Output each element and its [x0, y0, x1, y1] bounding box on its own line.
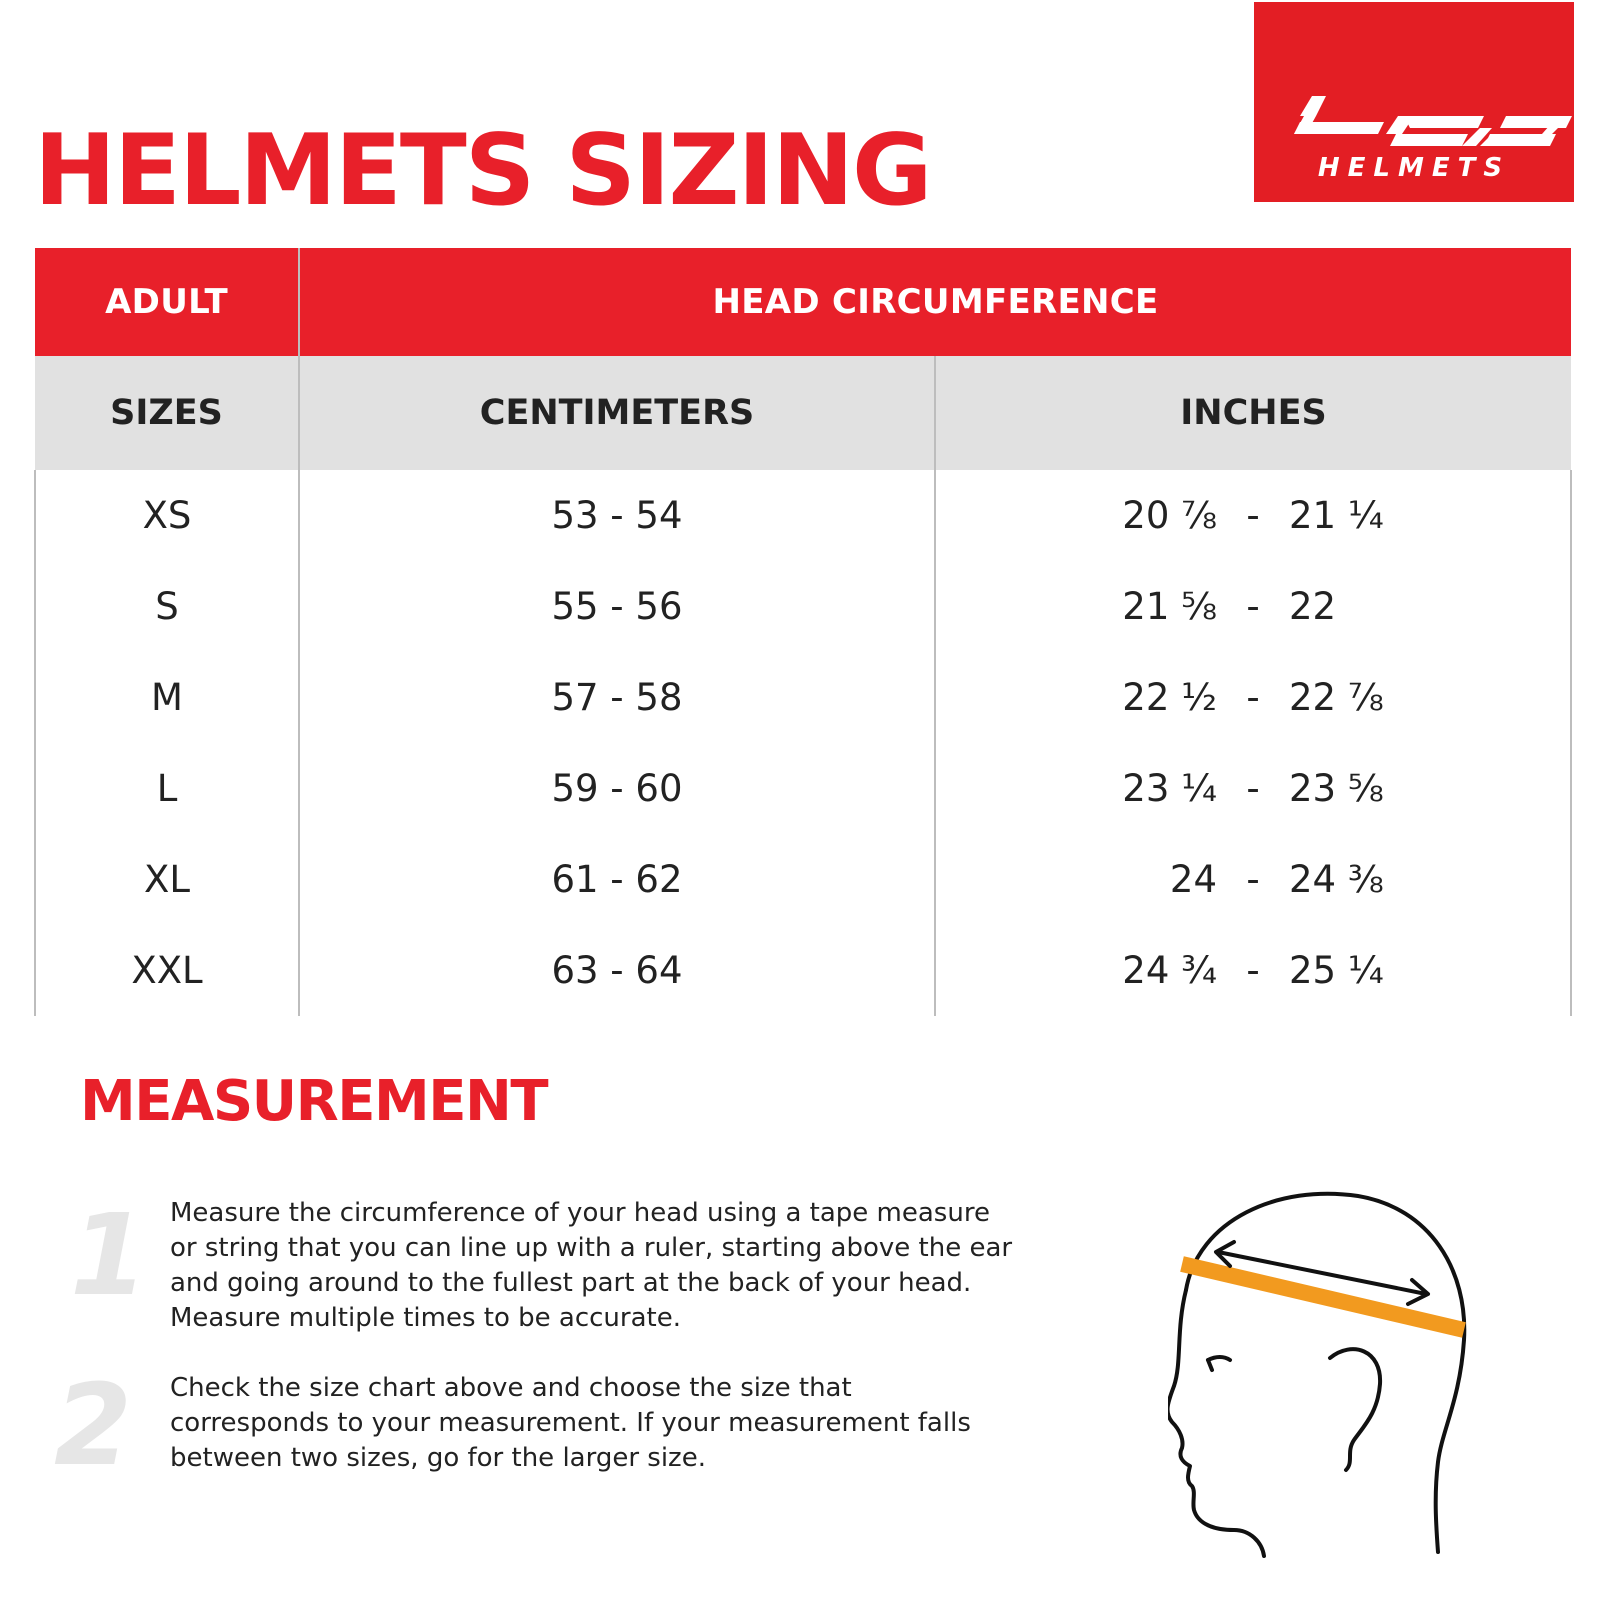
- head-circumference-header: HEAD CIRCUMFERENCE: [299, 248, 1571, 356]
- table-row: [35, 652, 1571, 743]
- inches-low: 20 ⅞: [1122, 494, 1217, 537]
- step-number-2: 2: [54, 1361, 132, 1491]
- centimeters-cell: 53 - 54: [299, 470, 935, 561]
- column-header-centimeters: CENTIMETERS: [299, 356, 935, 470]
- table-header-row: [35, 248, 1571, 356]
- inches-high: 23 ⅝: [1289, 767, 1384, 810]
- step-2-line: between two sizes, go for the larger size.: [170, 1443, 706, 1473]
- table-row: [35, 743, 1571, 834]
- inches-low: 22 ½: [1122, 676, 1217, 719]
- column-header-row: [35, 356, 1571, 470]
- inches-cell: [935, 561, 1571, 652]
- step-1-line: and going around to the fullest part at the back of your head.: [170, 1268, 972, 1298]
- centimeters-cell: 59 - 60: [299, 743, 935, 834]
- head-measurement-icon: [1168, 1190, 1488, 1560]
- size-cell: XXL: [35, 925, 299, 1016]
- column-header-sizes: SIZES: [35, 356, 299, 470]
- step-1-line: Measure multiple times to be accurate.: [170, 1303, 681, 1333]
- inches-high: 22: [1289, 585, 1337, 628]
- inches-cell: [935, 834, 1571, 925]
- centimeters-cell: 57 - 58: [299, 652, 935, 743]
- step-2-line: Check the size chart above and choose the size that: [170, 1373, 852, 1403]
- step-1-line: Measure the circumference of your head using a tape measure: [170, 1198, 990, 1228]
- table-row: [35, 834, 1571, 925]
- size-table: [34, 248, 1572, 1016]
- column-header-inches: INCHES: [935, 356, 1571, 470]
- inches-separator: -: [1246, 585, 1260, 628]
- inches-high: 22 ⅞: [1289, 676, 1384, 719]
- size-cell: S: [35, 561, 299, 652]
- page-title: HELMETS SIZING: [34, 114, 931, 228]
- ls2-helmets-logo: [1254, 2, 1574, 202]
- step-2-line: corresponds to your measurement. If your measurement falls: [170, 1408, 971, 1438]
- inches-separator: -: [1246, 949, 1260, 992]
- inches-cell: [935, 652, 1571, 743]
- inches-cell: [935, 925, 1571, 1016]
- size-cell: L: [35, 743, 299, 834]
- centimeters-cell: 63 - 64: [299, 925, 935, 1016]
- inches-low: 24 ¾: [1122, 949, 1217, 992]
- adult-header: ADULT: [35, 248, 299, 356]
- size-cell: M: [35, 652, 299, 743]
- centimeters-cell: 61 - 62: [299, 834, 935, 925]
- inches-low: 21 ⅝: [1122, 585, 1217, 628]
- inches-high: 21 ¼: [1289, 494, 1384, 537]
- table-row: [35, 470, 1571, 561]
- inches-high: 25 ¼: [1289, 949, 1384, 992]
- table-row: [35, 925, 1571, 1016]
- inches-low: 23 ¼: [1122, 767, 1217, 810]
- size-chart: [34, 248, 1570, 1016]
- step-2-text: [170, 1371, 1120, 1476]
- size-cell: XS: [35, 470, 299, 561]
- step-1-text: [170, 1196, 1120, 1336]
- inches-separator: -: [1246, 858, 1260, 901]
- inches-separator: -: [1246, 494, 1260, 537]
- step-number-1: 1: [70, 1191, 148, 1321]
- inches-low: 24: [1169, 858, 1217, 901]
- inches-high: 24 ⅜: [1289, 858, 1384, 901]
- inches-cell: [935, 743, 1571, 834]
- measurement-title: MEASUREMENT: [80, 1069, 548, 1134]
- inches-separator: -: [1246, 767, 1260, 810]
- centimeters-cell: 55 - 56: [299, 561, 935, 652]
- step-1-line: or string that you can line up with a ruler, starting above the ear: [170, 1233, 1013, 1263]
- size-cell: XL: [35, 834, 299, 925]
- table-row: [35, 561, 1571, 652]
- svg-text:HELMETS: HELMETS: [1317, 153, 1511, 183]
- inches-separator: -: [1246, 676, 1260, 719]
- inches-cell: [935, 470, 1571, 561]
